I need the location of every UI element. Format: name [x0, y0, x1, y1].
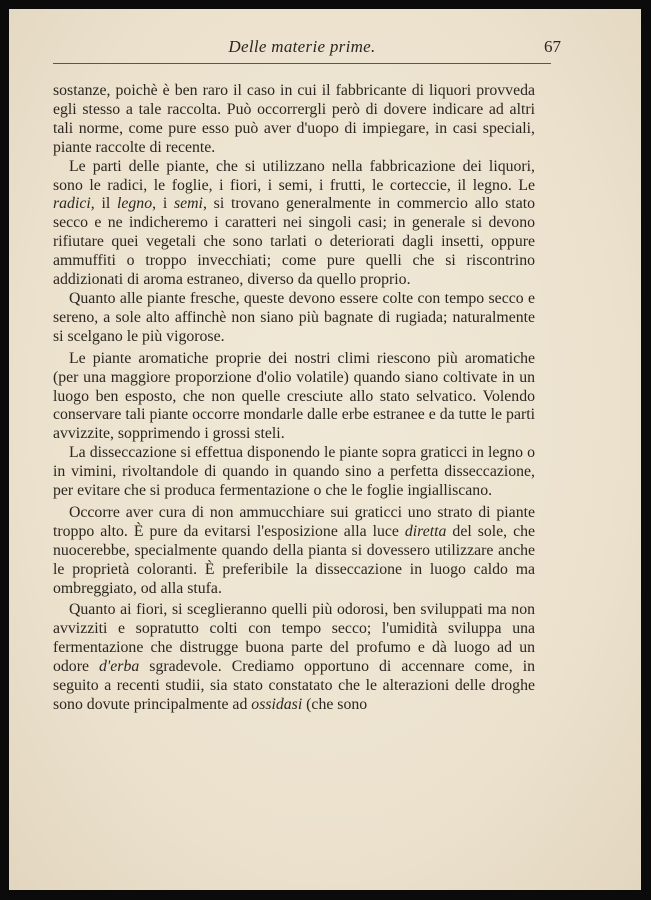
- page-number: 67: [544, 37, 561, 56]
- paragraph-1: sostanze, poichè è ben raro il caso in cui il fabbricante di liquori provveda egli stesso a tale raccolta. Può occorrergli però di dovere indicare ad altri tali norme, come pure esso può aver d'uopo di impiegare, in casi speciali, piante raccolte di recente.: [53, 82, 535, 156]
- paragraph-2: Le parti delle piante, che si utilizzano nella fabbricazione dei liquori, sono le radici, le foglie, i fiori, i semi, i frutti, le corteccie, il legno. Le radici, il legno, i semi, si trovano generalmente in commercio allo stato secco e ne indicheremo i caratteri nei singoli casi; in generale si devono rifiutare quei vegetali che sono tarlati o deteriorati dagli insetti, oppure ammuffiti o troppo invecchiati; come pure quelli che si riscontrino addizionati di aroma estraneo, diverso da quello proprio.: [53, 157, 535, 289]
- running-title: Delle materie prime.: [228, 37, 376, 56]
- paragraph-7: Quanto ai fiori, si sceglieranno quelli più odorosi, ben sviluppati ma non avvizziti e sopratutto colti con tempo secco; l'umidità sviluppa una fermentazione che distrugge buona parte del profumo e dà luogo ad un odore d'erba sgradevole. Crediamo opportuno di accennare come, in seguito a recenti studii, sia stato constatato che le alterazioni delle droghe sono dovute principalmente ad ossidasi (che sono: [53, 601, 536, 713]
- running-head: [53, 35, 561, 64]
- paragraph-3: Quanto alle piante fresche, queste devono essere colte con tempo secco e sereno, a sole alto affinchè non siano più bagnate di rugiada; naturalmente si scelgano le più vigorose.: [53, 289, 535, 345]
- paragraph-4: Le piante aromatiche proprie dei nostri climi riescono più aromatiche (per una maggiore proporzione d'olio volatile) quando siano coltivate in un luogo ben esposto, che non quelle cresciute allo stato selvatico. Volendo conservare tali piante occorre mondarle dalle erbe estranee e da tutte le parti avvizzite, sopprimendo i grossi steli.: [53, 349, 535, 443]
- paragraph-6: Occorre aver cura di non ammucchiare sui graticci uno strato di piante troppo alto. È pure da evitarsi l'esposizione alla luce diretta del sole, che nuocerebbe, specialmente quando della pianta si dovessero utilizzare anche le proprietà coloranti. È preferibile la disseccazione in luogo caldo ma ombreggiato, od alla stufa.: [53, 503, 535, 597]
- book-page: [9, 9, 641, 890]
- paragraph-5: La disseccazione si effettua disponendo le piante sopra graticci in legno o in vimini, rivoltandole di quando in quando sino a perfetta disseccazione, per evitare che si produca fermentazione o che le foglie ingialliscano.: [53, 444, 535, 500]
- text-body: [53, 82, 535, 715]
